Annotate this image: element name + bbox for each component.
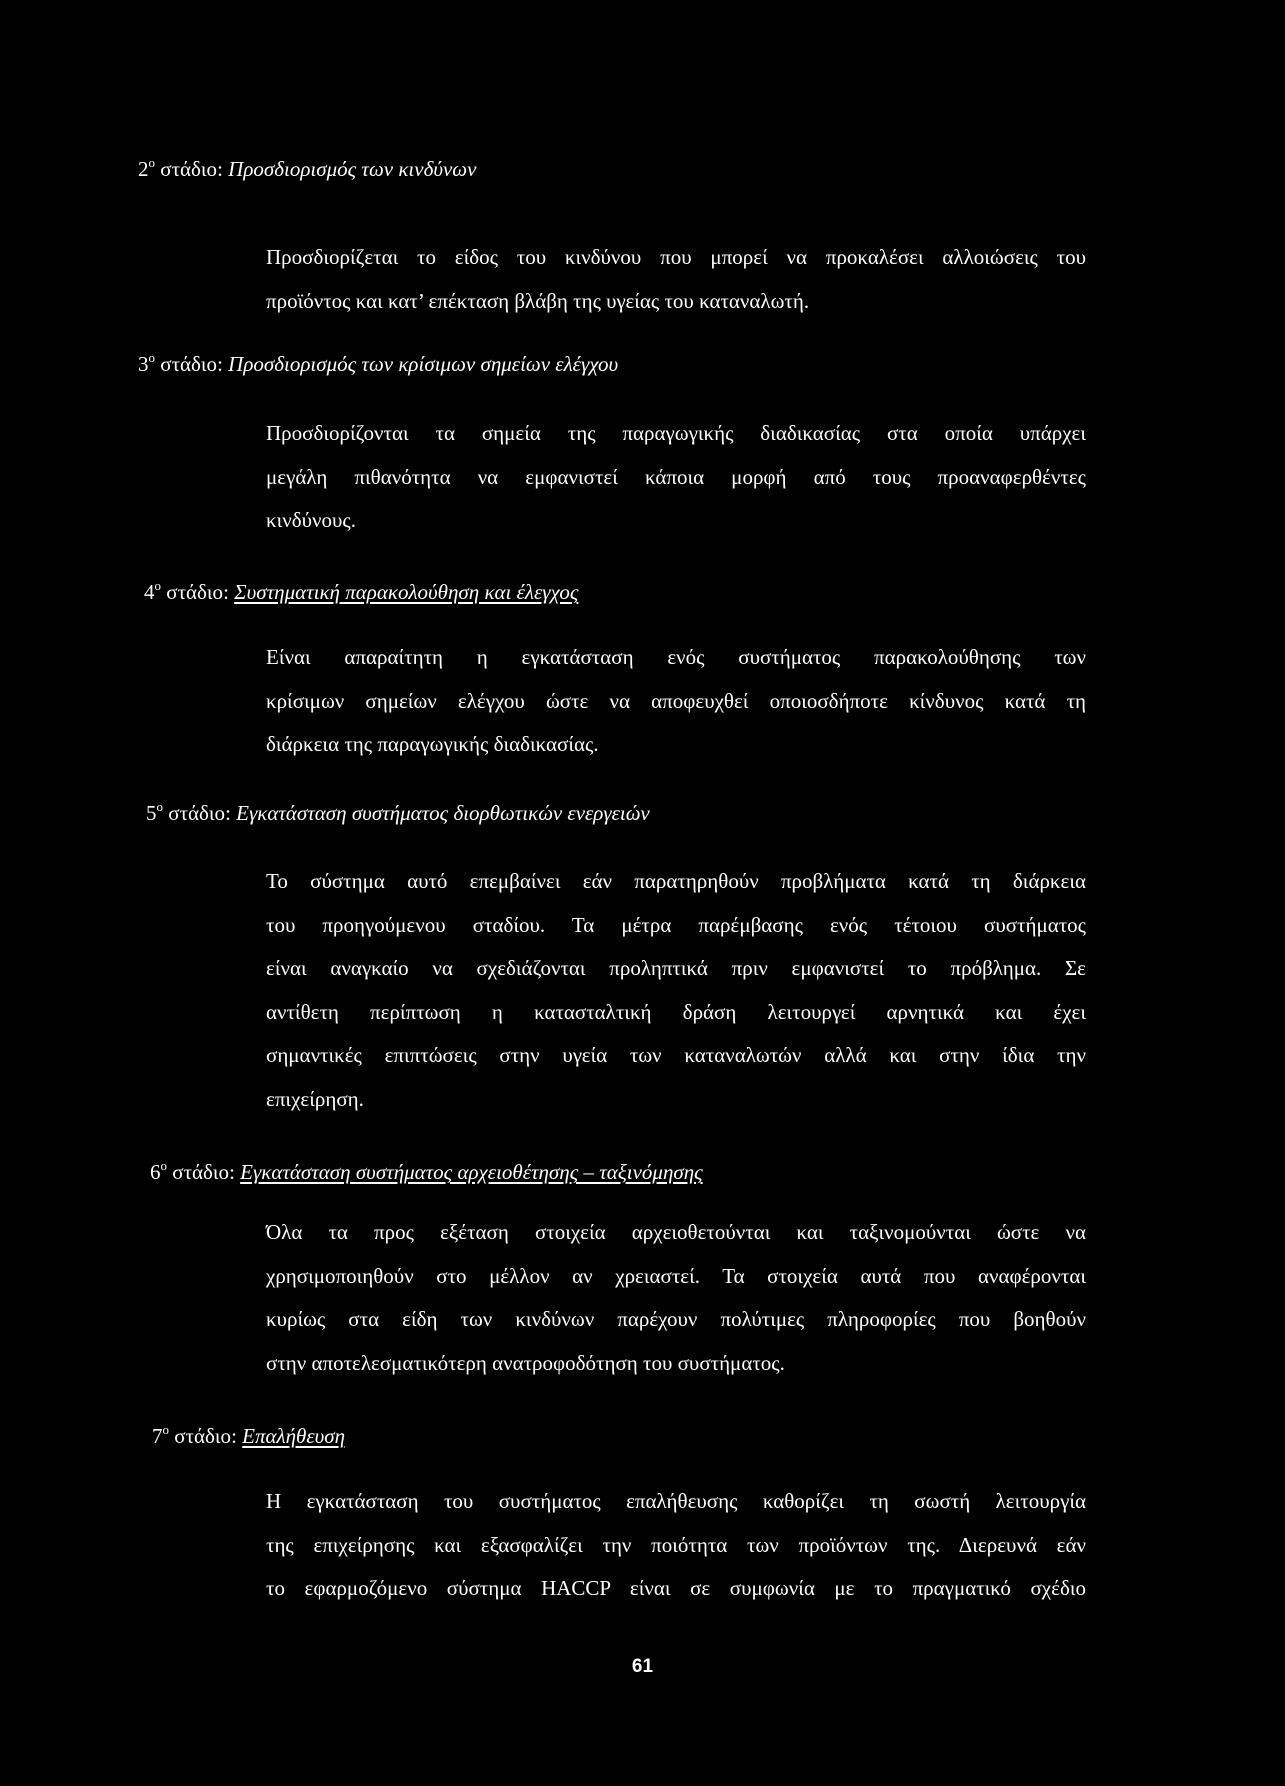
paragraph-line: Το σύστημα αυτό επεμβαίνει εάν παρατηρηθούν προβλήματα κατά τη διάρκεια <box>266 869 1086 893</box>
ordinal-marker: ο <box>148 155 155 170</box>
stage-number: 6 <box>150 1160 161 1184</box>
paragraph-line: της επιχείρησης και εξασφαλίζει την ποιότητα των προϊόντων της. Διερευνά εάν <box>266 1532 1086 1557</box>
stage-3-paragraph <box>266 412 1086 543</box>
stage-word: στάδιο <box>163 801 226 825</box>
stage-6-heading <box>150 1155 703 1184</box>
stage-title: Εγκατάσταση συστήματος αρχειοθέτησης – ταξινόμησης <box>240 1160 703 1184</box>
stage-title: Επαλήθευση <box>242 1424 346 1448</box>
stage-word: στάδιο <box>155 157 218 181</box>
stage-word: στάδιο <box>155 352 218 376</box>
paragraph-line: αντίθετη περίπτωση η κατασταλτική δράση λειτουργεί αρνητικά και έχει <box>266 999 1086 1024</box>
separator: : <box>223 580 235 604</box>
stage-number: 4 <box>144 580 155 604</box>
stage-3-heading <box>138 347 618 376</box>
paragraph-line: κρίσιμων σημείων ελέγχου ώστε να αποφευχθεί οποιοσδήποτε κίνδυνος κατά τη <box>266 688 1086 713</box>
paragraph-line: Είναι απαραίτητη η εγκατάσταση ενός συστήματος παρακολούθησης των <box>266 645 1086 669</box>
stage-title: Προσδιορισμός των κινδύνων <box>228 157 477 181</box>
stage-4-heading <box>144 575 578 604</box>
stage-title: Εγκατάσταση συστήματος διορθωτικών ενεργειών <box>236 801 650 825</box>
page-number: 61 <box>631 1656 654 1677</box>
ordinal-marker: ο <box>148 350 155 365</box>
separator: : <box>217 157 229 181</box>
paragraph-line: το εφαρμοζόμενο σύστημα HACCP είναι σε συμφωνία με το πραγματικό σχέδιο <box>266 1576 1086 1600</box>
stage-number: 7 <box>152 1424 163 1448</box>
stage-5-heading <box>146 796 650 825</box>
stage-word: στάδιο <box>169 1424 232 1448</box>
stage-5-paragraph <box>266 860 1086 1121</box>
stage-word: στάδιο <box>161 580 224 604</box>
paragraph-line: προϊόντος και κατ’ επέκταση βλάβη της υγείας του καταναλωτή. <box>266 288 810 313</box>
separator: : <box>231 1424 243 1448</box>
stage-6-paragraph <box>266 1211 1086 1385</box>
paragraph-line: είναι αναγκαίο να σχεδιάζονται προληπτικά πριν εμφανιστεί το πρόβλημα. Σε <box>266 956 1086 980</box>
stage-number: 3 <box>138 352 149 376</box>
separator: : <box>217 352 229 376</box>
paragraph-line: Προσδιορίζεται το είδος του κινδύνου που μπορεί να προκαλέσει αλλοιώσεις του <box>266 245 1086 269</box>
ordinal-marker: ο <box>156 799 163 814</box>
ordinal-marker: ο <box>160 1158 167 1173</box>
paragraph-line: Η εγκατάσταση του συστήματος επαλήθευσης καθορίζει τη σωστή λειτουργία <box>266 1489 1086 1513</box>
paragraph-line: στην αποτελεσματικότερη ανατροφοδότηση του συστήματος. <box>266 1350 785 1375</box>
ordinal-marker: ο <box>162 1422 169 1437</box>
separator: : <box>229 1160 241 1184</box>
stage-2-paragraph <box>266 236 1086 323</box>
separator: : <box>225 801 237 825</box>
paragraph-line: επιχείρηση. <box>266 1086 364 1111</box>
paragraph-line: κινδύνους. <box>266 508 356 532</box>
ordinal-marker: ο <box>154 578 161 593</box>
stage-2-heading <box>138 152 476 181</box>
stage-7-paragraph <box>266 1480 1086 1611</box>
paragraph-line: κυρίως στα είδη των κινδύνων παρέχουν πολύτιμες πληροφορίες που βοηθούν <box>266 1307 1086 1331</box>
stage-number: 2 <box>138 157 149 181</box>
paragraph-line: Όλα τα προς εξέταση στοιχεία αρχειοθετούνται και ταξινομούνται ώστε να <box>266 1220 1086 1244</box>
stage-title: Προσδιορισμός των κρίσιμων σημείων ελέγχου <box>228 352 619 376</box>
stage-number: 5 <box>146 801 157 825</box>
stage-7-heading <box>152 1419 345 1448</box>
paragraph-line: του προηγούμενου σταδίου. Τα μέτρα παρέμβασης ενός τέτοιου συστήματος <box>266 912 1086 937</box>
stage-word: στάδιο <box>167 1160 230 1184</box>
paragraph-line: Προσδιορίζονται τα σημεία της παραγωγικής διαδικασίας στα οποία υπάρχει <box>266 421 1086 445</box>
stage-title: Συστηματική παρακολούθηση και έλεγχος <box>234 580 579 604</box>
paragraph-line: σημαντικές επιπτώσεις στην υγεία των καταναλωτών αλλά και στην ίδια την <box>266 1043 1086 1067</box>
paragraph-line: μεγάλη πιθανότητα να εμφανιστεί κάποια μορφή από τους προαναφερθέντες <box>266 464 1086 489</box>
paragraph-line: χρησιμοποιηθούν στο μέλλον αν χρειαστεί. Τα στοιχεία αυτά που αναφέρονται <box>266 1263 1086 1288</box>
paragraph-line: διάρκεια της παραγωγικής διαδικασίας. <box>266 732 599 756</box>
stage-4-paragraph <box>266 636 1086 767</box>
